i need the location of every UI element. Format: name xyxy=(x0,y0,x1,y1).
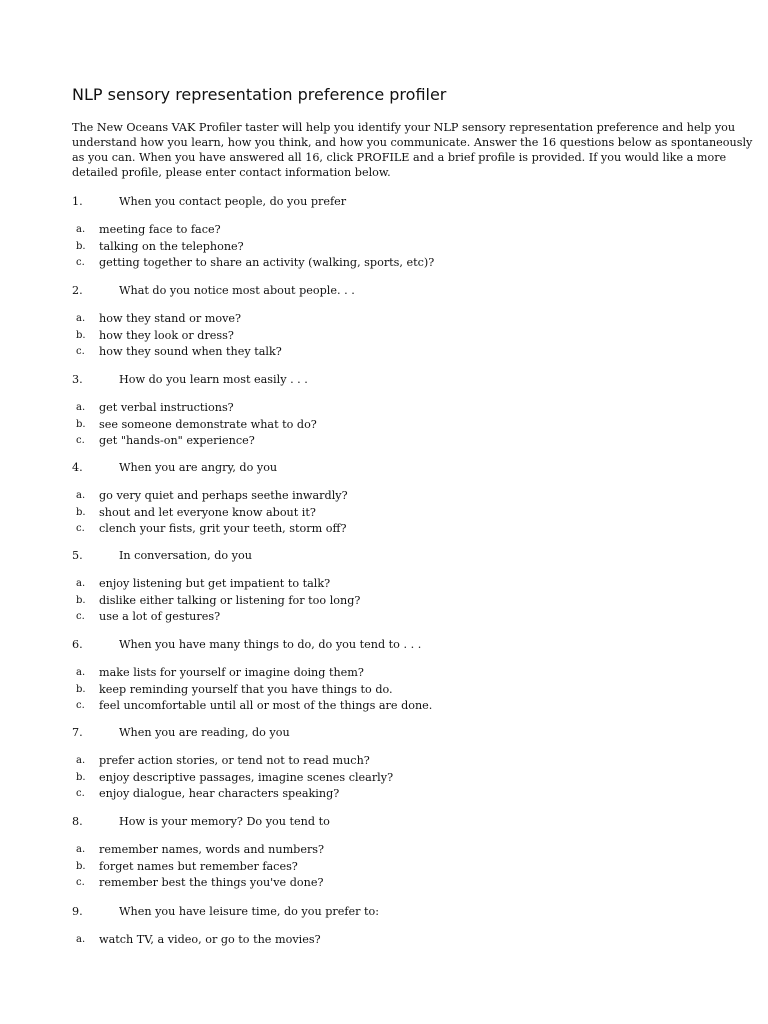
question-text: When you are angry, do you xyxy=(119,461,278,474)
intro-paragraph xyxy=(72,120,753,180)
question-row xyxy=(72,283,692,300)
answer-option[interactable] xyxy=(72,505,692,522)
option-letter: c. xyxy=(76,435,85,446)
option-letter: a. xyxy=(76,934,86,945)
option-text: how they stand or move? xyxy=(99,312,242,325)
answer-option[interactable] xyxy=(72,488,692,505)
answer-option[interactable] xyxy=(72,521,692,538)
question-block xyxy=(72,637,692,715)
answer-options xyxy=(72,222,692,272)
answer-option[interactable] xyxy=(72,417,692,434)
question-text: What do you notice most about people. . . xyxy=(119,284,355,297)
option-text: watch TV, a video, or go to the movies? xyxy=(99,933,321,946)
answer-options xyxy=(72,842,692,892)
answer-option[interactable] xyxy=(72,753,692,770)
question-block xyxy=(72,372,692,450)
answer-option[interactable] xyxy=(72,859,692,876)
question-block xyxy=(72,904,692,949)
option-letter: c. xyxy=(76,257,85,268)
answer-options xyxy=(72,488,692,538)
option-letter: b. xyxy=(76,860,86,872)
option-text: see someone demonstrate what to do? xyxy=(99,417,317,431)
option-text: get verbal instructions? xyxy=(99,401,234,414)
option-letter: a. xyxy=(76,667,86,678)
intro-line: as you can. When you have answered all 16, click PROFILE and a brief profile is provided. If you would like a more xyxy=(72,151,727,164)
option-text: keep reminding yourself that you have things to do. xyxy=(99,682,393,696)
option-letter: a. xyxy=(76,313,86,324)
answer-option[interactable] xyxy=(72,875,692,892)
question-row xyxy=(72,372,692,389)
option-text: use a lot of gestures? xyxy=(99,610,221,623)
answer-option[interactable] xyxy=(72,311,692,328)
option-letter: b. xyxy=(76,329,86,341)
option-letter: a. xyxy=(76,402,86,413)
option-text: enjoy listening but get impatient to talk? xyxy=(99,577,331,590)
answer-options xyxy=(72,932,692,949)
option-letter: b. xyxy=(76,683,86,695)
answer-option[interactable] xyxy=(72,328,692,345)
answer-option[interactable] xyxy=(72,239,692,256)
option-text: get "hands-on" experience? xyxy=(99,434,255,447)
answer-option[interactable] xyxy=(72,576,692,593)
intro-line: The New Oceans VAK Profiler taster will help you identify your NLP sensory representation preference and help you xyxy=(72,121,736,134)
answer-options xyxy=(72,576,692,626)
question-number: 2. xyxy=(72,284,83,297)
question-block xyxy=(72,548,692,626)
question-block xyxy=(72,814,692,892)
option-text: how they look or dress? xyxy=(99,328,234,342)
option-letter: b. xyxy=(76,240,86,252)
answer-option[interactable] xyxy=(72,609,692,626)
question-block xyxy=(72,460,692,538)
question-text: When you contact people, do you prefer xyxy=(119,195,347,208)
question-number: 4. xyxy=(72,461,83,474)
question-number: 6. xyxy=(72,638,83,651)
question-row xyxy=(72,637,692,654)
question-block xyxy=(72,283,692,361)
question-text: How is your memory? Do you tend to xyxy=(119,815,330,828)
answer-option[interactable] xyxy=(72,593,692,610)
answer-options xyxy=(72,311,692,361)
answer-options xyxy=(72,753,692,803)
option-text: dislike either talking or listening for too long? xyxy=(99,593,361,607)
answer-option[interactable] xyxy=(72,682,692,699)
option-letter: b. xyxy=(76,418,86,430)
option-letter: c. xyxy=(76,877,85,888)
question-number: 1. xyxy=(72,195,83,208)
option-letter: a. xyxy=(76,755,86,766)
question-row xyxy=(72,548,692,565)
answer-option[interactable] xyxy=(72,433,692,450)
option-text: how they sound when they talk? xyxy=(99,345,282,358)
question-number: 3. xyxy=(72,373,83,386)
option-letter: a. xyxy=(76,578,86,589)
question-number: 7. xyxy=(72,726,83,739)
answer-option[interactable] xyxy=(72,932,692,949)
answer-option[interactable] xyxy=(72,222,692,239)
question-row xyxy=(72,904,692,921)
option-text: getting together to share an activity (walking, sports, etc)? xyxy=(99,256,435,269)
option-letter: c. xyxy=(76,788,85,799)
question-text: In conversation, do you xyxy=(119,549,252,562)
option-letter: b. xyxy=(76,771,86,783)
question-number: 8. xyxy=(72,815,83,828)
question-text: When you have leisure time, do you prefer to: xyxy=(119,905,380,918)
option-letter: b. xyxy=(76,506,86,518)
answer-options xyxy=(72,400,692,450)
option-text: enjoy descriptive passages, imagine scenes clearly? xyxy=(99,770,394,784)
answer-option[interactable] xyxy=(72,344,692,361)
option-text: enjoy dialogue, hear characters speaking? xyxy=(99,787,340,800)
question-text: When you have many things to do, do you tend to . . . xyxy=(119,638,422,651)
question-block xyxy=(72,194,692,272)
option-text: forget names but remember faces? xyxy=(99,859,298,873)
question-row xyxy=(72,194,692,211)
question-row xyxy=(72,814,692,831)
question-text: How do you learn most easily . . . xyxy=(119,373,308,386)
option-letter: a. xyxy=(76,844,86,855)
answer-option[interactable] xyxy=(72,770,692,787)
option-text: meeting face to face? xyxy=(99,223,221,236)
page-title: NLP sensory representation preference profiler xyxy=(72,85,447,104)
option-text: shout and let everyone know about it? xyxy=(99,505,316,519)
question-row xyxy=(72,725,692,742)
answer-option[interactable] xyxy=(72,665,692,682)
answer-option[interactable] xyxy=(72,786,692,803)
option-letter: a. xyxy=(76,490,86,501)
question-number: 5. xyxy=(72,549,83,562)
option-letter: c. xyxy=(76,611,85,622)
answer-option[interactable] xyxy=(72,842,692,859)
option-text: go very quiet and perhaps seethe inwardly? xyxy=(99,489,348,502)
option-text: clench your fists, grit your teeth, storm off? xyxy=(99,522,347,535)
option-letter: b. xyxy=(76,594,86,606)
question-text: When you are reading, do you xyxy=(119,726,290,739)
answer-options xyxy=(72,665,692,715)
answer-option[interactable] xyxy=(72,400,692,417)
answer-option[interactable] xyxy=(72,255,692,272)
option-text: feel uncomfortable until all or most of the things are done. xyxy=(99,699,433,712)
option-letter: a. xyxy=(76,224,86,235)
option-letter: c. xyxy=(76,700,85,711)
option-text: remember names, words and numbers? xyxy=(99,843,325,856)
option-text: remember best the things you've done? xyxy=(99,876,324,889)
option-text: prefer action stories, or tend not to read much? xyxy=(99,754,370,767)
intro-line: understand how you learn, how you think, and how you communicate. Answer the 16 questions below as spontaneously xyxy=(72,136,753,149)
intro-line: detailed profile, please enter contact information below. xyxy=(72,166,391,179)
option-text: make lists for yourself or imagine doing them? xyxy=(99,666,364,679)
question-row xyxy=(72,460,692,477)
option-letter: c. xyxy=(76,523,85,534)
option-text: talking on the telephone? xyxy=(99,239,244,253)
question-block xyxy=(72,725,692,803)
question-number: 9. xyxy=(72,905,83,918)
answer-option[interactable] xyxy=(72,698,692,715)
option-letter: c. xyxy=(76,346,85,357)
